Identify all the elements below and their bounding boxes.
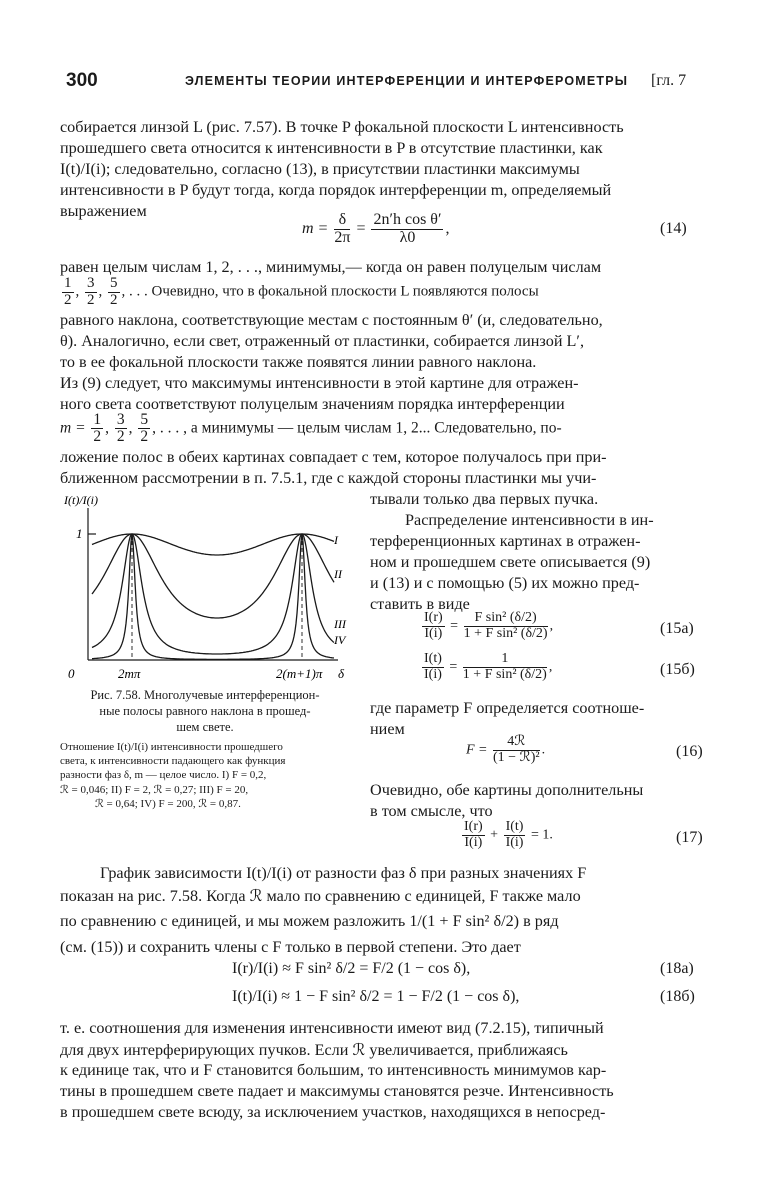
text-line: нием [370,720,405,738]
text-line: ближенном рассмотрении в п. 7.5.1, где с каждой стороны пластинки мы учи- [60,469,597,487]
figure-caption: шем свете. [176,720,234,734]
text-line: ставить в виде [370,595,470,613]
figure-caption: ные полосы равного наклона в прошед- [99,704,311,718]
equation-number: (16) [676,743,703,760]
text-line-fractions: m = $\frac{1}{2}$ , $\frac{3}{2}$ , $\frac{5}{2}$ , . . . , а минимумы — целым числам 1, 2... Следовательно, по- [60,411,562,446]
text-line: I(t)/I(i); следовательно, согласно (13), в присутствии пластинки максимумы [60,160,580,178]
equation-number: (17) [676,829,703,846]
text-line: показан на рис. 7.58. Когда ℛ мало по сравнению с единицей, F также мало [60,887,581,905]
y-tick-label: 1 [76,526,83,541]
half-integer-fractions: $\frac{1}{2}$ , $\frac{3}{2}$ , $\frac{5}{2}$ , . . . Очевидно, что в фокальной плоскости L появляются полосы [64,275,539,308]
text-line: равен целым числам 1, 2, . . ., минимумы,— когда он равен полуцелым числам [60,258,602,276]
text-line: Очевидно, обе картины дополнительны [370,781,644,799]
text-line: График зависимости I(t)/I(i) от разности фаз δ при разных значениях F [100,864,587,882]
text-line: для двух интерферирующих пучков. Если ℛ увеличивается, приближаясь [60,1041,568,1059]
figure-caption-small: разности фаз δ, m — целое число. I) F = 0,2, [60,769,267,781]
equation-15a: $\frac{I(r)}{I(i)}$ = $\frac{\text{F sin² (δ/2)}}{\text{1 + F sin² (δ/2)}}$ , [424,610,554,641]
text-line: терференционных картинах в отражен- [370,532,641,550]
text-line: тины в прошедшем свете падает и максимумы становятся резче. Интенсивность [60,1082,614,1100]
text-line: в том смысле, что [370,802,493,820]
figure-caption-small: ℛ = 0,046; II) F = 2, ℛ = 0,27; III) F = 20, [60,784,249,796]
chapter-marker: [гл. 7 [651,72,687,89]
curve-label-I: I [334,533,338,547]
text-line: интенсивности в P будут тогда, когда порядок интерференции m, определяемый [60,181,612,199]
text-line: где параметр F определяется соотноше- [370,699,645,717]
x-tick-label: 2mπ [118,666,141,681]
y-axis-label: I(t)/I(i) [64,493,98,507]
text-line: ного света соответствуют полуцелым значениям порядка интерференции [60,395,565,413]
figure-caption-small: света, к интенсивности падающего как функция [60,755,286,767]
equation-number: (14) [660,220,687,237]
equation-18b: I(t)/I(i) ≈ 1 − F sin² δ/2 = 1 − F/2 (1 − cos δ), [232,988,520,1005]
curve-label-II: II [334,567,342,581]
text-line: т. е. соотношения для изменения интенсивности имеют вид (7.2.15), типичный [60,1019,604,1037]
equation-number: (18а) [660,960,694,977]
equation-14: m = $\frac{\delta}{2\pi}$ = $\frac{\text{2n′h cos θ′}}{\lambda 0}$ , [302,211,450,246]
page-number: 300 [66,70,98,91]
curve-label-III: III [334,617,346,631]
text-line: в прошедшем свете всюду, за исключением участков, находящихся в непосред- [60,1103,606,1121]
text-line: Из (9) следует, что максимумы интенсивности в этой картине для отражен- [60,374,579,392]
text-line: ном и прошедшем свете описывается (9) [370,553,651,571]
equation-18a: I(r)/I(i) ≈ F sin² δ/2 = F/2 (1 − cos δ), [232,960,471,977]
text-line: Распределение интенсивности в ин- [405,511,654,529]
text-line: (см. (15)) и сохранить члены с F только в первой степени. Это дает [60,938,521,956]
text-line: то в ее фокальной плоскости также появятся линии равного наклона. [60,353,537,371]
text-line: по сравнению с единицей, и мы можем разложить 1/(1 + F sin² δ/2) в ряд [60,912,559,930]
text-line: к единице так, что и F становится большим, то интенсивность минимумов кар- [60,1061,607,1079]
text-line: ложение полос в обеих картинах совпадает с тем, которое получалось при при- [60,448,607,466]
equation-number: (15а) [660,620,694,637]
origin-label: 0 [68,666,75,681]
curve-IV [92,534,334,659]
text-line: прошедшего света относится к интенсивности в P в отсутствие пластинки, как [60,139,603,157]
equation-number: (15б) [660,661,695,678]
x-tick-label: 2(m+1)π [276,666,323,681]
equation-16: F = $\frac{\text{4ℛ}}{\text{(1 − ℛ)²}}$ . [466,734,546,765]
equation-number: (18б) [660,988,695,1005]
text-line: тывали только два первых пучка. [370,490,599,508]
x-axis-label: δ [338,666,345,681]
text-line: θ). Аналогично, если свет, отраженный от пластинки, собирается линзой L′, [60,332,585,350]
running-title: ЭЛЕМЕНТЫ ТЕОРИИ ИНТЕРФЕРЕНЦИИ И ИНТЕРФЕРОМЕТРЫ [185,74,629,88]
equation-17: $\frac{I(r)}{I(i)}$ + $\frac{I(t)}{I(i)}$ = 1. [464,819,553,850]
figure-caption: Рис. 7.58. Многолучевые интерференцион- [90,688,320,702]
figure-7-58 [58,488,358,683]
equation-15b: $\frac{I(t)}{I(i)}$ = $\frac{1}{\text{1 + F sin² (δ/2)}}$ , [424,651,553,682]
text-line: собирается линзой L (рис. 7.57). В точке P фокальной плоскости L интенсивность [60,118,624,136]
text-line: равного наклона, соответствующие местам с постоянным θ′ (и, следовательно, [60,311,603,329]
text-line: и (13) и с помощью (5) их можно пред- [370,574,640,592]
figure-caption-small: Отношение I(t)/I(i) интенсивности прошедшего [60,741,283,753]
text-line: выражением [60,202,147,220]
figure-caption-small: ℛ = 0,64; IV) F = 200, ℛ = 0,87. [95,798,241,810]
curve-label-IV: IV [334,633,346,647]
